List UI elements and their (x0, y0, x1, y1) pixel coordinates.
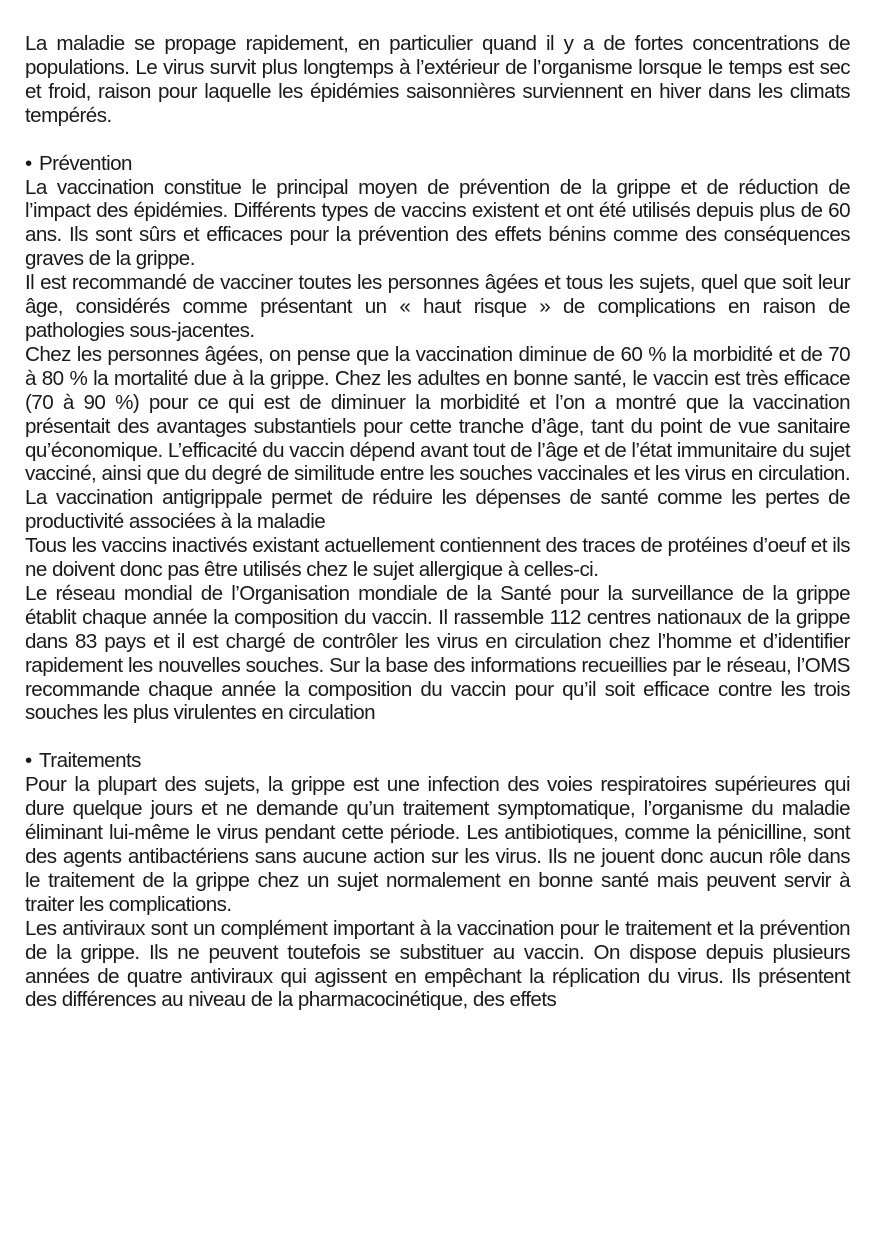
prevention-paragraph-5: Le réseau mondial de l’Organisation mondiale de la Santé pour la surveillance de la grippe établit chaque année la composition du vaccin. Il rassemble 112 centres nationaux de la grippe dans 83 pays et il est chargé de contrôler les virus en circulation chez l’homme et d’identifier rapidement les nouvelles souches. Sur la base des informations recueillies par le réseau, l’OMS recommande chaque année la composition du vaccin pour qu’il soit efficace contre les trois souches les plus virulentes en circulation (25, 581, 850, 725)
traitements-paragraph-1: Pour la plupart des sujets, la grippe est une infection des voies respiratoires supérieures qui dure quelque jours et ne demande qu’un traitement symptomatique, l’organisme du maladie éliminant lui-même le virus pendant cette période. Les antibiotiques, comme la pénicilline, sont des agents antibactériens sans aucune action sur les virus. Ils ne jouent donc aucun rôle dans le traitement de la grippe chez un sujet normalement en bonne santé mais peuvent servir à traiter les complications. (25, 773, 850, 916)
prevention-paragraph-4: Tous les vaccins inactivés existant actuellement contiennent des traces de protéines d’oeuf et ils ne doivent donc pas être utilisés chez le sujet allergique à celles-ci. (25, 534, 850, 582)
section-spacer (25, 725, 850, 749)
prevention-paragraph-2: Il est recommandé de vacciner toutes les personnes âgées et tous les sujets, quel que soit leur âge, considérés comme présentant un « haut risque » de complications en raison de pathologies sous-jacentes. (25, 271, 850, 342)
bullet-icon: • (25, 749, 32, 773)
intro-paragraph: La maladie se propage rapidement, en particulier quand il y a de fortes concentrations de populations. Le virus survit plus longtemps à l’extérieur de l’organisme lorsque le temps est sec et froid, raison pour laquelle les épidémies saisonnières surviennent en hiver dans les climats tempérés. (25, 32, 850, 127)
bullet-icon: • (25, 151, 32, 175)
heading-label: Traitements (39, 749, 141, 773)
section-heading-traitements (25, 749, 850, 773)
prevention-paragraph-1: La vaccination constitue le principal moyen de prévention de la grippe et de réduction de l’impact des épidémies. Différents types de vaccins existent et ont été utilisés depuis plus de 60 ans. Ils sont sûrs et efficaces pour la prévention des effets bénins comme des conséquences graves de la grippe. (25, 175, 850, 271)
prevention-paragraph-3: Chez les personnes âgées, on pense que la vaccination diminue de 60 % la morbidité et de 70 à 80 % la mortalité due à la grippe. Chez les adultes en bonne santé, le vaccin est très efficace (70 à 90 %) pour ce qui est de diminuer la morbidité et l’on a montré que la vaccination présentait des avantages substantiels pour cette tranche d’âge, tant du point de vue sanitaire qu’économique. L’efficacité du vaccin dépend avant tout de l’âge et de l’état immunitaire du sujet vacciné, ainsi que du degré de similitude entre les souches vaccinales et les virus en circulation. La vaccination antigrippale permet de réduire les dépenses de santé comme les pertes de productivité associées à la maladie (25, 342, 850, 534)
heading-label: Prévention (39, 151, 132, 175)
traitements-paragraph-2: Les antiviraux sont un complément important à la vaccination pour le traitement et la prévention de la grippe. Ils ne peuvent toutefois se substituer au vaccin. On dispose depuis plusieurs années de quatre antiviraux qui agissent en empêchant la réplication du virus. Ils présentent des différences au niveau de la pharmacocinétique, des effets (25, 916, 850, 1012)
section-spacer (25, 128, 850, 152)
section-heading-prevention (25, 152, 850, 176)
document-page (25, 32, 850, 1012)
